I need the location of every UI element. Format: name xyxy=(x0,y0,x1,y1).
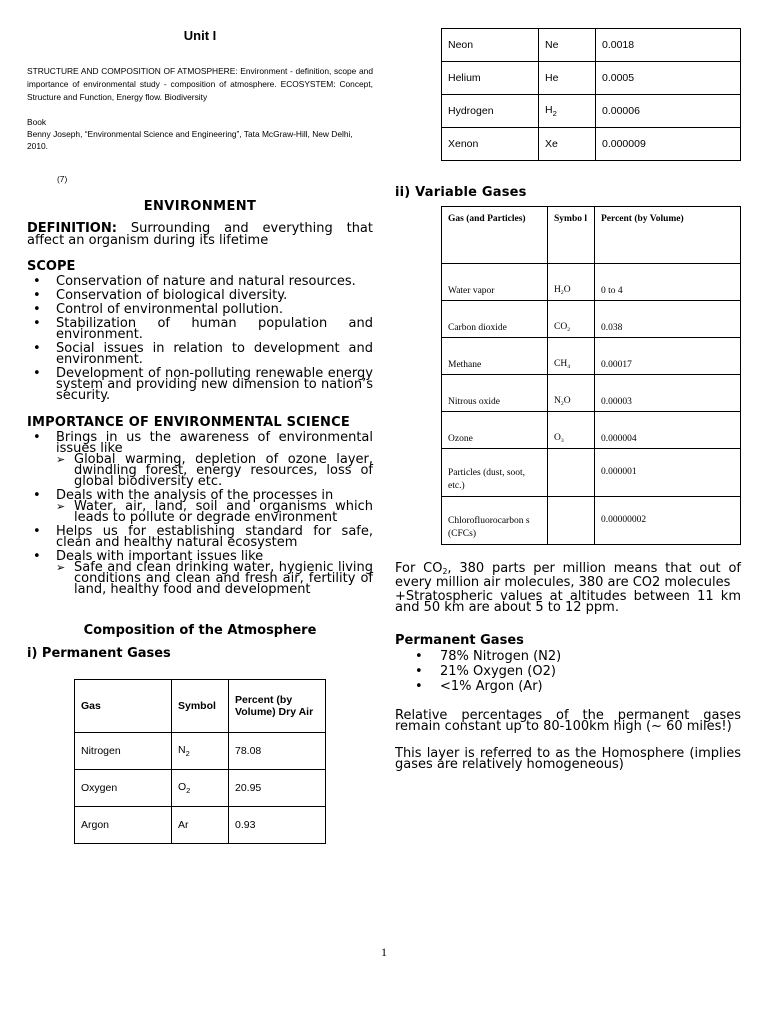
permanent-gases-table xyxy=(74,679,326,844)
sub-list-item: ➢ Water, air, land, soil and organisms which leads to pollute or degrade environment xyxy=(56,501,373,523)
left-column xyxy=(27,24,373,844)
co2-prefix: For CO xyxy=(395,561,443,576)
book-reference: Benny Joseph, “Environmental Science and Engineering”, Tata McGraw-Hill, New Delhi, 2010. xyxy=(27,129,353,151)
importance-item-text: Helps us for establishing standard for safe, clean and healthy natural ecosystem xyxy=(56,524,373,550)
composition-title: Composition of the Atmosphere xyxy=(83,623,317,638)
symbol-cell xyxy=(548,338,595,375)
table-row xyxy=(442,449,741,497)
symbol-tail: O xyxy=(563,396,571,406)
symbol-cell xyxy=(548,264,595,301)
table-row xyxy=(75,807,326,844)
percent-cell: 0.000001 xyxy=(595,449,741,497)
list-item: • Conservation of biological diversity. xyxy=(27,290,373,301)
table-row xyxy=(75,733,326,770)
importance-item-text: Deals with the analysis of the processes in xyxy=(56,488,334,503)
gas-cell: Water vapor xyxy=(442,264,548,301)
percent-cell: 0.000004 xyxy=(595,412,741,449)
percent-cell: 0.0018 xyxy=(596,29,741,62)
percent-cell: 0.00006 xyxy=(596,95,741,128)
scope-list xyxy=(27,276,373,401)
percent-cell: 0.00003 xyxy=(595,375,741,412)
table-row xyxy=(442,375,741,412)
symbol-cell xyxy=(172,770,229,807)
symbol-subscript: 2 xyxy=(560,401,564,407)
scope-heading: SCOPE xyxy=(27,259,76,274)
definition-text: Surrounding and everything that affect an organism during its lifetime xyxy=(27,221,373,248)
percent-cell: 0.00017 xyxy=(595,338,741,375)
gas-cell: Oxygen xyxy=(75,770,172,807)
sub-list xyxy=(56,562,373,595)
trace-gases-table xyxy=(441,28,741,161)
list-item: • 21% Oxygen (O2) xyxy=(409,664,741,679)
right-column xyxy=(395,28,741,770)
environment-heading: ENVIRONMENT xyxy=(143,199,257,214)
list-item: • Development of non-polluting renewable energy system and providing new dimension to nation’s security. xyxy=(27,368,373,401)
table-header-cell: Gas xyxy=(75,680,172,733)
table-row xyxy=(442,29,741,62)
table-row xyxy=(442,264,741,301)
permanent-gases-list xyxy=(395,649,741,694)
symbol-cell xyxy=(548,449,595,497)
gas-cell: Chlorofluorocarbon s (CFCs) xyxy=(442,497,548,545)
gas-cell: Nitrogen xyxy=(75,733,172,770)
table-row xyxy=(75,770,326,807)
symbol-cell xyxy=(548,375,595,412)
symbol-subscript: 2 xyxy=(186,786,191,795)
variable-gases-heading: ii) Variable Gases xyxy=(395,185,527,200)
symbol-text: N xyxy=(554,396,561,406)
list-item: • <1% Argon (Ar) xyxy=(409,679,741,694)
symbol-subscript: 2 xyxy=(552,109,557,118)
table-row xyxy=(442,497,741,545)
table-row xyxy=(442,301,741,338)
table-header-cell: Percent (by Volume) xyxy=(595,207,741,264)
definition-paragraph xyxy=(27,223,373,247)
symbol-cell: He xyxy=(539,62,596,95)
symbol-cell: Xe xyxy=(539,128,596,161)
stratospheric-note: +Stratospheric values at altitudes between 11 km and 50 km are about 5 to 12 ppm. xyxy=(395,589,741,615)
homosphere-paragraph: This layer is referred to as the Homosphere (implies gases are relatively homogeneous) xyxy=(395,746,741,772)
relative-percentages-paragraph: Relative percentages of the permanent gases remain constant up to 80-100km high (~ 60 miles!) xyxy=(395,708,741,734)
percent-cell: 20.95 xyxy=(229,770,326,807)
percent-cell: 0.00000002 xyxy=(595,497,741,545)
symbol-cell xyxy=(548,412,595,449)
variable-gases-table xyxy=(441,206,741,545)
book-label: Book xyxy=(27,117,47,127)
syllabus-text: STRUCTURE AND COMPOSITION OF ATMOSPHERE: Environment - definition, scope and importance of environmental study - composition of atmosphere. ECOSYSTEM: Concept, Structure and Function, Energy flow. Biodiversity xyxy=(27,66,373,102)
symbol-text: H xyxy=(554,285,561,295)
page-number: 1 xyxy=(381,945,387,959)
table-header-cell: Percent (by Volume) Dry Air xyxy=(229,680,326,733)
gas-cell: Methane xyxy=(442,338,548,375)
importance-item-text: Brings in us the awareness of environmental issues like xyxy=(56,430,373,456)
symbol-subscript: 4 xyxy=(567,364,571,370)
symbol-subscript: 2 xyxy=(567,327,571,333)
symbol-cell xyxy=(172,807,229,844)
symbol-text: N xyxy=(178,744,186,756)
sub-list xyxy=(56,501,373,523)
co2-subscript: 2 xyxy=(442,567,448,576)
symbol-text: O xyxy=(554,433,561,443)
symbol-cell xyxy=(172,733,229,770)
table-row xyxy=(442,338,741,375)
co2-text: , 380 parts per million means that out of every million air molecules, 380 are CO2 molecules xyxy=(395,561,741,590)
table-header-row xyxy=(75,680,326,733)
symbol-text: CO xyxy=(554,322,568,332)
importance-list xyxy=(27,432,373,595)
gas-cell: Neon xyxy=(442,29,539,62)
table-row xyxy=(442,62,741,95)
table-row xyxy=(442,95,741,128)
unit-title: Unit I xyxy=(183,28,217,43)
marks-label: (7) xyxy=(57,174,68,184)
symbol-cell xyxy=(539,95,596,128)
percent-cell: 0.0005 xyxy=(596,62,741,95)
gas-cell: Nitrous oxide xyxy=(442,375,548,412)
table-row xyxy=(442,128,741,161)
symbol-text: O xyxy=(178,781,187,793)
percent-cell: 0.000009 xyxy=(596,128,741,161)
co2-note xyxy=(395,563,741,588)
symbol-tail: O xyxy=(563,285,571,295)
list-item xyxy=(27,432,373,487)
list-item: • 78% Nitrogen (N2) xyxy=(409,649,741,664)
gas-cell: Helium xyxy=(442,62,539,95)
gas-cell: Particles (dust, soot, etc.) xyxy=(442,449,548,497)
list-item: • Stabilization of human population and environment. xyxy=(27,318,373,340)
importance-heading: IMPORTANCE OF ENVIRONMENTAL SCIENCE xyxy=(27,415,350,430)
percent-cell: 0.038 xyxy=(595,301,741,338)
table-header-cell: Symbol xyxy=(172,680,229,733)
gas-cell: Carbon dioxide xyxy=(442,301,548,338)
permanent-gases-subheading: Permanent Gases xyxy=(395,633,524,648)
list-item xyxy=(27,490,373,523)
table-row xyxy=(442,412,741,449)
permanent-gases-heading: i) Permanent Gases xyxy=(27,646,171,661)
symbol-subscript: 2 xyxy=(560,290,564,296)
sub-list xyxy=(56,454,373,487)
symbol-cell: Ne xyxy=(539,29,596,62)
table-header-cell: Symbo l xyxy=(548,207,595,264)
table-header-cell: Gas (and Particles) xyxy=(442,207,548,264)
definition-label: DEFINITION: xyxy=(27,221,117,236)
symbol-subscript: 3 xyxy=(560,438,564,444)
gas-cell: Xenon xyxy=(442,128,539,161)
list-item: • Conservation of nature and natural resources. xyxy=(27,276,373,287)
symbol-text: Ar xyxy=(178,819,189,831)
gas-cell: Ozone xyxy=(442,412,548,449)
sub-list-item: ➢ Global warming, depletion of ozone layer, dwindling forest, energy resources, loss of global biodiversity etc. xyxy=(56,454,373,487)
list-item: • Control of environmental pollution. xyxy=(27,304,373,315)
gas-cell: Argon xyxy=(75,807,172,844)
symbol-cell xyxy=(548,301,595,338)
table-header-row xyxy=(442,207,741,264)
list-item xyxy=(27,551,373,595)
symbol-text: H xyxy=(545,104,553,116)
percent-cell: 0.93 xyxy=(229,807,326,844)
gas-cell: Hydrogen xyxy=(442,95,539,128)
symbol-text: CH xyxy=(554,359,568,369)
symbol-subscript: 2 xyxy=(185,749,190,758)
percent-cell: 78.08 xyxy=(229,733,326,770)
list-item xyxy=(27,526,373,548)
symbol-cell xyxy=(548,497,595,545)
list-item: • Social issues in relation to development and environment. xyxy=(27,343,373,365)
percent-cell: 0 to 4 xyxy=(595,264,741,301)
importance-item-text: Deals with important issues like xyxy=(56,549,264,564)
sub-list-item: ➢ Safe and clean drinking water, hygienic living conditions and clean and fresh air, fertility of land, healthy food and development xyxy=(56,562,373,595)
